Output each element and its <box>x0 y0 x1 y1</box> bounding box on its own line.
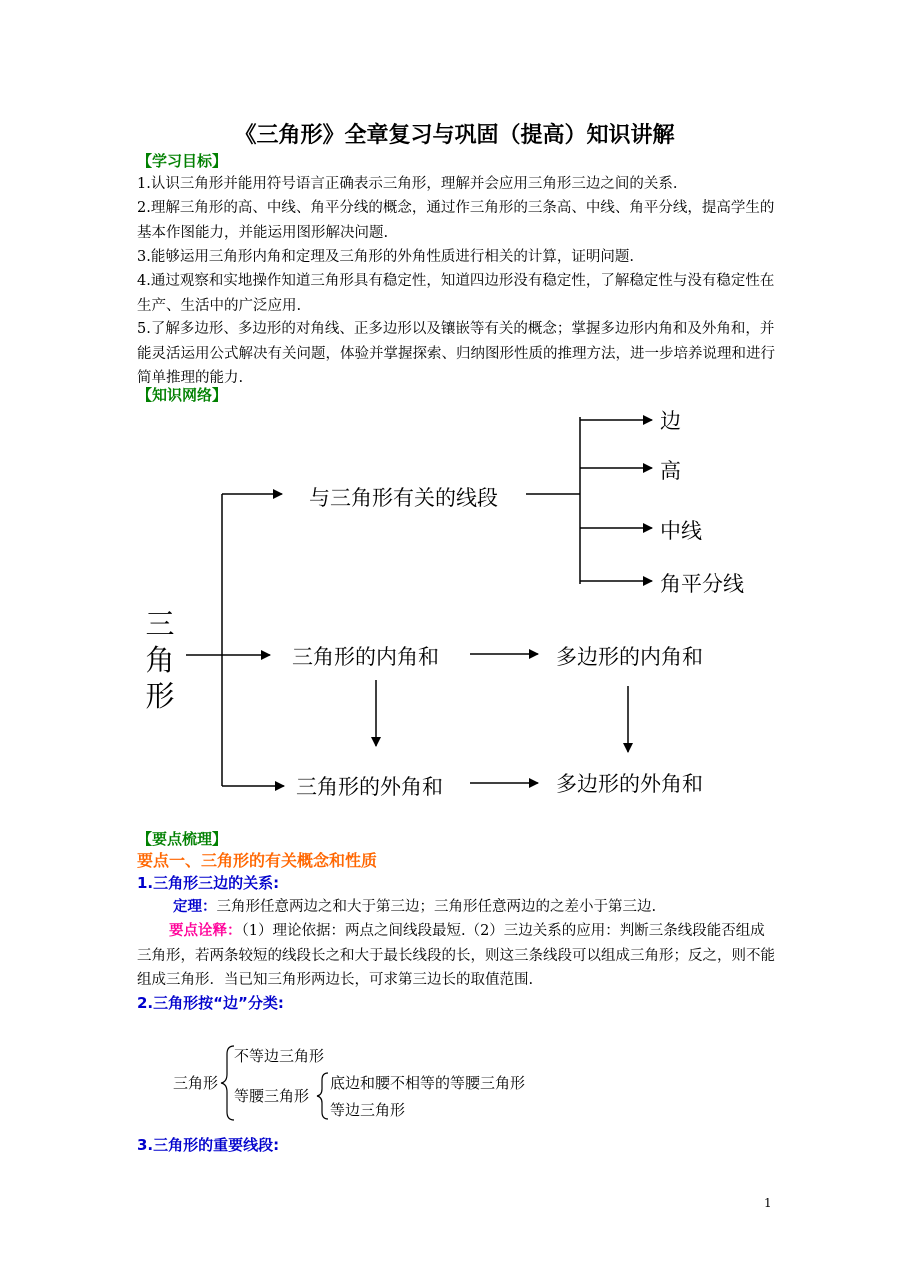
learning-goal-5: 5.了解多边形、多边形的对角线、正多边形以及镶嵌等有关的概念；掌握多边形内角和及外角和，并能灵活运用公式解决有关问题，体验并掌握探索、归纳图形性质的推理方法，进一步培养说理和进行简单推理的能力. <box>137 321 775 386</box>
node-angle-bisector: 角平分线 <box>660 572 744 596</box>
learning-goal-4: 4.通过观察和实地操作知道三角形具有稳定性，知道四边形没有稳定性，了解稳定性与没有稳定性在生产、生活中的广泛应用. <box>137 273 775 314</box>
root-char-2: 角 <box>145 643 175 677</box>
page-number: 1 <box>764 1196 772 1210</box>
theorem-label: 定理： <box>173 899 217 915</box>
node-poly-interior-sum: 多边形的内角和 <box>556 645 703 669</box>
node-exterior-sum: 三角形的外角和 <box>296 775 443 799</box>
node-segments: 与三角形有关的线段 <box>309 486 498 510</box>
root-char-1: 三 <box>145 607 175 641</box>
learning-goals-heading: 【学习目标】 <box>137 152 228 170</box>
class-isosceles-non-equilateral: 底边和腰不相等的等腰三角形 <box>330 1074 526 1092</box>
outer-brace <box>221 1046 234 1120</box>
learning-goal-2: 2.理解三角形的高、中线、角平分线的概念，通过作三角形的三条高、中线、角平分线，提高学生的基本作图能力，并能运用图形解决问题. <box>137 200 775 241</box>
node-interior-sum: 三角形的内角和 <box>292 645 439 669</box>
class-equilateral: 等边三角形 <box>330 1101 406 1119</box>
subsection-3-heading: 3.三角形的重要线段: <box>137 1136 280 1154</box>
node-altitude: 高 <box>660 459 681 483</box>
note-text: （1）理论依据：两点之间线段最短.（2）三边关系的应用：判断三条线段能否组成三角形，若两条较短的线段长之和大于最长线段的长，则这三条线段可以组成三角形；反之，则不能组成三角形．当已知三角形两边长，可求第三边长的取值范围. <box>137 923 775 988</box>
node-median: 中线 <box>660 519 702 543</box>
page-title: 《三角形》全章复习与巩固（提高）知识讲解 <box>234 123 675 148</box>
class-scalene: 不等边三角形 <box>234 1047 325 1065</box>
point-one-heading: 要点一、三角形的有关概念和性质 <box>137 851 378 870</box>
class-root: 三角形 <box>173 1074 219 1092</box>
learning-goal-1: 1.认识三角形并能用符号语言正确表示三角形，理解并会应用三角形三边之间的关系. <box>137 176 678 192</box>
summary-heading: 【要点梳理】 <box>137 830 228 848</box>
node-poly-exterior-sum: 多边形的外角和 <box>556 772 703 796</box>
subsection-2-heading: 2.三角形按“边”分类: <box>137 994 284 1012</box>
learning-goal-3: 3.能够运用三角形内角和定理及三角形的外角性质进行相关的计算，证明问题. <box>137 249 634 265</box>
network-heading: 【知识网络】 <box>137 386 228 404</box>
node-side: 边 <box>660 409 681 433</box>
class-isosceles: 等腰三角形 <box>234 1087 310 1105</box>
theorem-text: 三角形任意两边之和大于第三边；三角形任意两边的之差小于第三边. <box>216 899 657 915</box>
inner-brace <box>317 1073 328 1119</box>
note-label: 要点诠释： <box>169 923 242 939</box>
root-char-3: 形 <box>145 679 175 713</box>
subsection-1-heading: 1.三角形三边的关系: <box>137 874 280 892</box>
